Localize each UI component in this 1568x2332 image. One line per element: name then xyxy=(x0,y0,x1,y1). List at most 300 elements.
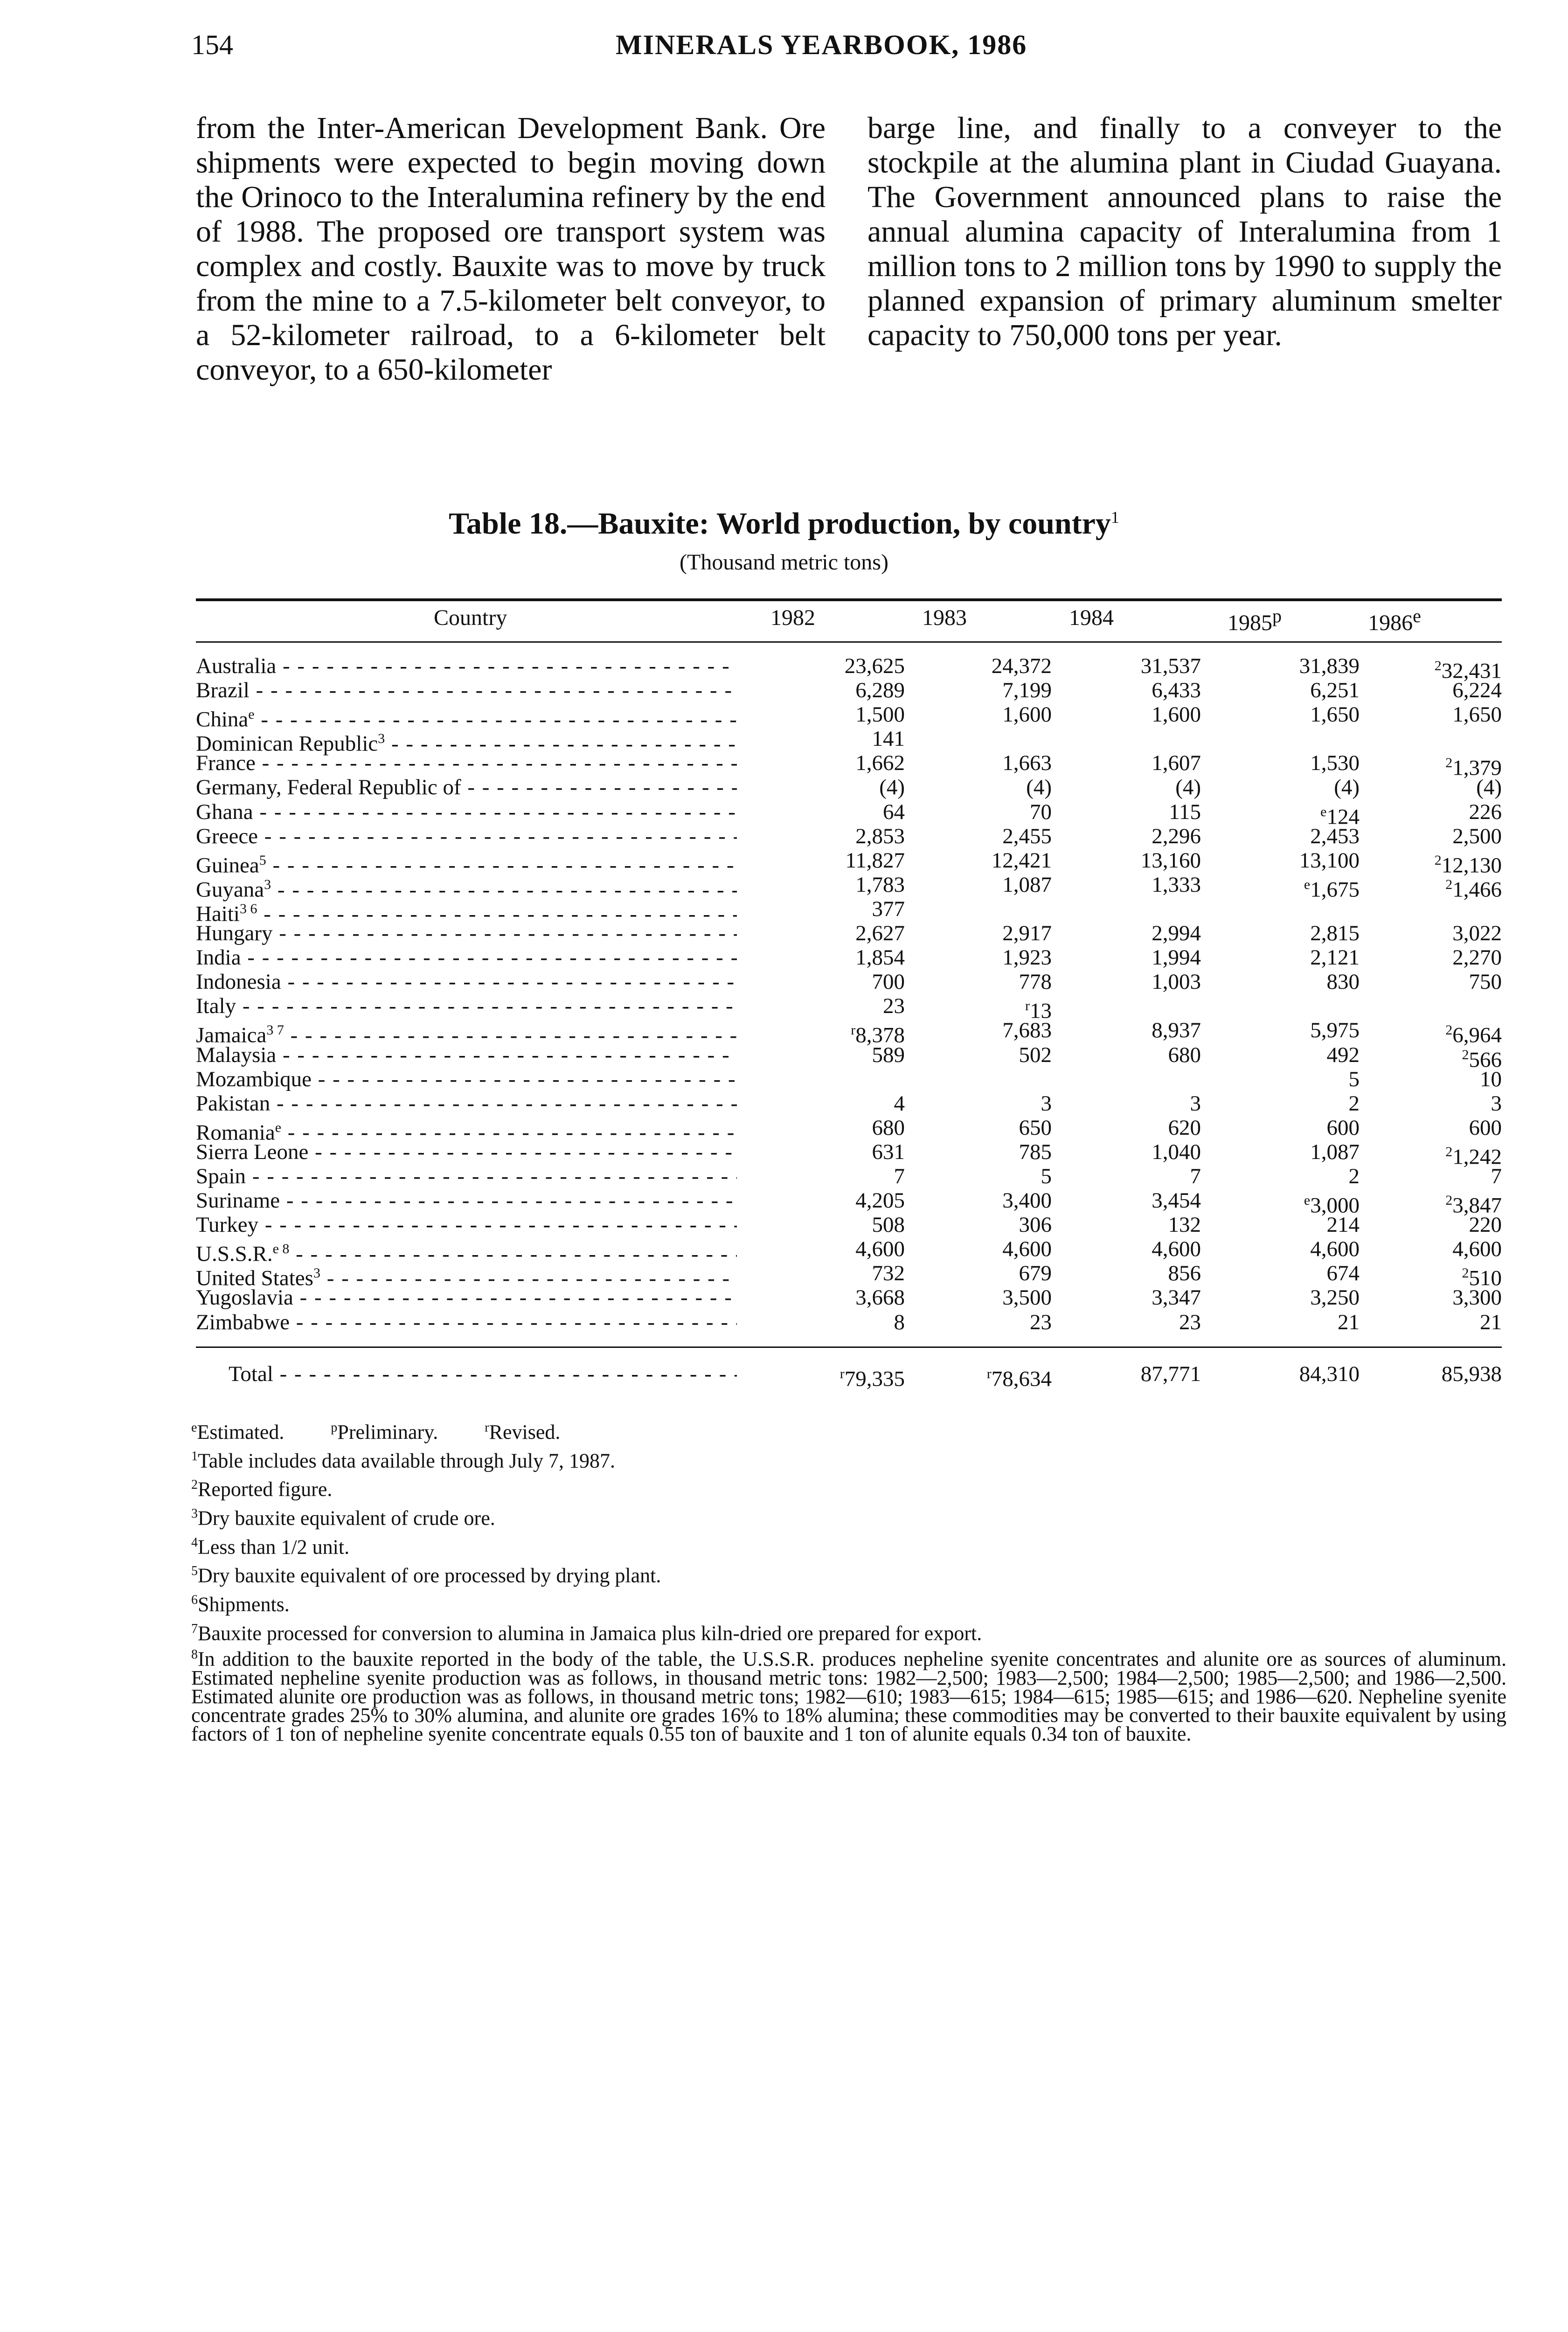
table-cell xyxy=(802,1116,905,1140)
legend-mark: r xyxy=(485,1420,489,1435)
cell-value: 3 xyxy=(1491,1091,1502,1116)
cell-value: 306 xyxy=(1019,1213,1052,1237)
table-cell xyxy=(1399,800,1502,824)
cell-note: r xyxy=(851,1022,856,1038)
country-label: Pakistan xyxy=(196,1091,271,1116)
cell-note: 2 xyxy=(1445,876,1453,892)
footnote xyxy=(191,1502,1506,1531)
table-cell xyxy=(1257,1140,1360,1164)
table-row xyxy=(196,824,1502,848)
table-cell xyxy=(1098,921,1201,945)
country-note: e 8 xyxy=(272,1241,290,1257)
cell-value: 2,296 xyxy=(1152,824,1201,848)
country-name xyxy=(196,1188,737,1213)
country-label: Mozambique xyxy=(196,1067,312,1091)
footnote xyxy=(191,1444,1506,1473)
legend-text: Preliminary. xyxy=(337,1420,438,1444)
cell-value: 3,000 xyxy=(1310,1193,1360,1218)
footnote-mark: 8 xyxy=(191,1647,198,1662)
table-cell xyxy=(802,800,905,824)
cell-value: 3,668 xyxy=(855,1285,905,1310)
table-cell xyxy=(802,994,905,1018)
table-cell xyxy=(1257,1164,1360,1188)
country-label: China xyxy=(196,707,249,732)
legend-mark: e xyxy=(191,1420,197,1435)
country-label: Suriname xyxy=(196,1188,280,1213)
table-cell xyxy=(1098,775,1201,799)
table-cell xyxy=(802,1261,905,1285)
cell-value: 492 xyxy=(1326,1042,1360,1067)
cell-note: 2 xyxy=(1462,1265,1469,1281)
cell-value: 502 xyxy=(1019,1042,1052,1067)
country-label: Hungary xyxy=(196,921,273,946)
cell-value: 141 xyxy=(872,727,905,751)
cell-value: 7 xyxy=(1190,1164,1201,1188)
country-note: e xyxy=(275,1119,282,1135)
table-cell xyxy=(1257,751,1360,775)
cell-value: 2,627 xyxy=(855,921,905,946)
table-cell xyxy=(1098,1043,1201,1067)
table-cell xyxy=(1257,702,1360,727)
cell-value: 1,333 xyxy=(1152,872,1201,897)
cell-value: 8 xyxy=(894,1310,905,1334)
table-row xyxy=(196,896,1502,926)
cell-value: 589 xyxy=(872,1042,905,1067)
cell-value: 3 xyxy=(1190,1091,1201,1116)
table-cell xyxy=(1399,824,1502,848)
cell-value: 1,242 xyxy=(1452,1145,1502,1169)
cell-value: 2,853 xyxy=(855,824,905,848)
cell-value: 7,199 xyxy=(1002,678,1052,703)
cell-value: 2,453 xyxy=(1310,824,1360,848)
country-name xyxy=(196,994,737,1018)
table-row xyxy=(196,994,1502,1023)
table-cell xyxy=(1399,1361,1502,1387)
table-cell xyxy=(1098,1361,1201,1387)
cell-value: 1,663 xyxy=(1002,751,1052,776)
body-text-right: barge line, and finally to a conveyer to the stockpile at the alumina plant in Ciudad Guayana. The Government announced plans to raise the annual alumina capacity of Interalumina from 1 million tons to 2 million tons by 1990 to supply the planned expansion of primary aluminum smelter capacity to 750,000 tons per year. xyxy=(867,111,1502,352)
table-cell xyxy=(802,1310,905,1334)
country-name xyxy=(196,824,737,848)
cell-value: 3,400 xyxy=(1002,1188,1052,1213)
footnote-text: Table includes data available through July 7, 1987. xyxy=(198,1449,616,1472)
table-cell xyxy=(1257,945,1360,970)
table-cell xyxy=(802,873,905,897)
cell-value: 732 xyxy=(872,1261,905,1286)
legend-item xyxy=(191,1421,307,1444)
table-cell xyxy=(1399,945,1502,970)
table-total-rule xyxy=(196,1346,1502,1348)
table-cell xyxy=(1098,654,1201,678)
cell-value: (4) xyxy=(1026,775,1052,800)
table-cell xyxy=(1399,1237,1502,1261)
table-cell xyxy=(802,727,905,751)
country-label: Romania xyxy=(196,1120,275,1145)
table-cell xyxy=(1399,702,1502,727)
cell-value: 750 xyxy=(1469,970,1502,994)
cell-value: (4) xyxy=(1334,775,1360,800)
cell-value: 7,683 xyxy=(1002,1018,1052,1043)
cell-value: 214 xyxy=(1326,1213,1360,1237)
table-cell xyxy=(802,654,905,678)
column-header-1985: 1985$^p$ xyxy=(1228,605,1282,635)
table-row xyxy=(196,1091,1502,1116)
cell-value: 1,854 xyxy=(855,945,905,970)
table-cell xyxy=(1399,1213,1502,1237)
table-cell xyxy=(802,1361,905,1392)
footnote-mark: 5 xyxy=(191,1564,198,1579)
table-total-row xyxy=(196,1361,1502,1389)
table-cell xyxy=(1257,848,1360,873)
table-cell xyxy=(949,1361,1052,1392)
footnote xyxy=(191,1617,1506,1646)
total-text: Total xyxy=(229,1362,273,1386)
table-cell xyxy=(1098,702,1201,727)
country-name xyxy=(196,1285,737,1310)
footnote-mark: 4 xyxy=(191,1535,198,1550)
table-cell xyxy=(1098,1018,1201,1042)
legend-item xyxy=(331,1421,461,1444)
table-cell xyxy=(949,1213,1052,1237)
cell-value: 3,500 xyxy=(1002,1285,1052,1310)
page-number: 154 xyxy=(191,29,233,60)
country-label: Yugoslavia xyxy=(196,1285,293,1310)
table-header-rule xyxy=(196,641,1502,643)
legend-text: Estimated. xyxy=(197,1420,284,1444)
cell-value: 124 xyxy=(1326,805,1360,829)
table-row xyxy=(196,945,1502,970)
table-cell xyxy=(1257,1285,1360,1310)
footnote-text: In addition to the bauxite reported in the body of the table, the U.S.S.R. produces nepheline syenite concentrates and alunite ore as sources of aluminum. Estimated nepheline syenite production was as follows, in thousand metric tons: 1982—2,500; 1983—2,500; 1984—2,500; 1985—2,500; and 1986—2,500. Estimated alunite ore production was as follows, in thousand metric tons; 1982—610; 1983—615; 1984—615; 1985—615; and 1986—620. Nepheline syenite concentrate grades 25% to 30% alumina, and alunite ore grades 16% to 18% alumina; these commodities may be converted to their bauxite equivalent by using factors of 1 ton of nepheline syenite concentrate equals 0.55 ton of bauxite and 1 ton of alunite equals 0.34 ton of bauxite. xyxy=(191,1647,1506,1745)
table-cell xyxy=(1257,824,1360,848)
cell-note: 2 xyxy=(1434,852,1442,868)
table-cell xyxy=(802,1043,905,1067)
legend-mark: p xyxy=(331,1420,338,1435)
cell-value: 631 xyxy=(872,1139,905,1164)
footnote-legend xyxy=(191,1416,1506,1444)
cell-value: 7 xyxy=(1491,1164,1502,1188)
cell-value: 220 xyxy=(1469,1213,1502,1237)
table-row xyxy=(196,1018,1502,1048)
table-cell xyxy=(949,1140,1052,1164)
table-row xyxy=(196,848,1502,878)
table-cell xyxy=(802,1091,905,1116)
country-name xyxy=(196,945,737,970)
table-cell xyxy=(1257,1237,1360,1261)
table-row xyxy=(196,727,1502,756)
table-row xyxy=(196,1261,1502,1291)
table-cell xyxy=(949,654,1052,678)
table-cell xyxy=(802,970,905,994)
cell-note: e xyxy=(1304,1193,1311,1208)
cell-value: 84,310 xyxy=(1299,1362,1360,1386)
footnote-mark: 2 xyxy=(191,1478,198,1492)
country-label: Australia xyxy=(196,654,277,678)
table-cell xyxy=(802,921,905,945)
table-row xyxy=(196,702,1502,732)
table-row xyxy=(196,1042,1502,1072)
cell-value: 32,431 xyxy=(1441,659,1502,683)
table-row xyxy=(196,799,1502,829)
cell-value: 5 xyxy=(1348,1067,1360,1091)
table-cell xyxy=(1098,1188,1201,1213)
cell-value: 785 xyxy=(1019,1139,1052,1164)
table-cell xyxy=(1098,1164,1201,1188)
table-cell xyxy=(1257,1261,1360,1285)
cell-value: 13,160 xyxy=(1140,848,1201,873)
table-cell xyxy=(802,848,905,873)
cell-value: 1,500 xyxy=(855,702,905,727)
cell-value: 2,270 xyxy=(1452,945,1502,970)
table-cell xyxy=(1257,970,1360,994)
legend-item xyxy=(485,1421,583,1444)
table-cell xyxy=(1399,1067,1502,1091)
cell-value: 1,087 xyxy=(1002,872,1052,897)
table-cell xyxy=(1098,1237,1201,1261)
table-row xyxy=(196,1139,1502,1169)
cell-value: 87,771 xyxy=(1140,1362,1201,1386)
cell-value: 6,251 xyxy=(1310,678,1360,703)
country-label: Indonesia xyxy=(196,970,281,994)
country-name xyxy=(196,800,737,824)
cell-value: 13,100 xyxy=(1299,848,1360,873)
cell-value: 600 xyxy=(1469,1115,1502,1140)
cell-note: 2 xyxy=(1445,1193,1453,1208)
table-cell xyxy=(1257,1067,1360,1091)
cell-value: (4) xyxy=(879,775,905,800)
table-title-text: Table 18.—Bauxite: World production, by country xyxy=(449,507,1111,541)
table-cell xyxy=(949,1018,1052,1042)
table-cell xyxy=(1257,654,1360,678)
cell-value: 1,530 xyxy=(1310,751,1360,776)
column-header-1982: 1982 xyxy=(770,605,815,630)
table-cell xyxy=(949,1310,1052,1334)
cell-value: 856 xyxy=(1168,1261,1201,1286)
cell-value: 680 xyxy=(872,1115,905,1140)
cell-value: 1,650 xyxy=(1310,702,1360,727)
cell-value: 1,783 xyxy=(855,872,905,897)
cell-value: 1,675 xyxy=(1310,877,1360,902)
table-cell xyxy=(1257,1018,1360,1042)
table-cell xyxy=(1399,921,1502,945)
cell-value: 1,040 xyxy=(1152,1139,1201,1164)
cell-value: 23 xyxy=(1179,1310,1201,1334)
country-name xyxy=(196,921,737,945)
table-cell xyxy=(1098,945,1201,970)
cell-value: 3,022 xyxy=(1452,921,1502,946)
table-cell xyxy=(949,970,1052,994)
cell-value: 700 xyxy=(872,970,905,994)
cell-value: 31,537 xyxy=(1140,654,1201,678)
total-label xyxy=(229,1361,737,1387)
cell-value: 1,379 xyxy=(1452,756,1502,781)
table-cell xyxy=(802,897,905,921)
table-row xyxy=(196,1213,1502,1237)
cell-value: (4) xyxy=(1175,775,1201,800)
footnote-mark: 3 xyxy=(191,1506,198,1521)
footnote-mark: 7 xyxy=(191,1621,198,1636)
table-cell xyxy=(949,751,1052,775)
table-cell xyxy=(1098,678,1201,702)
table-row xyxy=(196,921,1502,945)
cell-value: 12,130 xyxy=(1441,853,1502,878)
cell-value: 4,600 xyxy=(1452,1237,1502,1262)
table-cell xyxy=(1257,775,1360,799)
table-cell xyxy=(802,1237,905,1261)
country-note: 3 6 xyxy=(239,901,257,916)
footnote-text: Shipments. xyxy=(198,1593,290,1616)
cell-value: 1,607 xyxy=(1152,751,1201,776)
body-text-left: from the Inter-American Development Bank. Ore shipments were expected to begin moving down the Orinoco to the Interalumina refinery by the end of 1988. The proposed ore transport system was complex and costly. Bauxite was to move by truck from the mine to a 7.5-kilometer belt conveyor, to a 52-kilometer railroad, to a 6-kilometer belt conveyor, to a 650-kilometer xyxy=(196,111,826,387)
cell-value: 12,421 xyxy=(991,848,1052,873)
table-cell xyxy=(949,848,1052,873)
table-cell xyxy=(1399,1164,1502,1188)
country-label: Guyana xyxy=(196,877,264,902)
table-body xyxy=(196,654,1502,1334)
table-cell xyxy=(1098,1116,1201,1140)
table-cell xyxy=(949,1116,1052,1140)
cell-value: 4,600 xyxy=(855,1237,905,1262)
table-cell xyxy=(1098,873,1201,897)
table-cell xyxy=(1098,1213,1201,1237)
country-name xyxy=(196,1213,737,1237)
footnote-list xyxy=(191,1444,1506,1743)
cell-value: 24,372 xyxy=(991,654,1052,678)
cell-value: 21 xyxy=(1338,1310,1360,1334)
cell-value: 8,378 xyxy=(855,1023,905,1048)
cell-note: r xyxy=(986,1366,992,1381)
cell-value: 2,500 xyxy=(1452,824,1502,848)
cell-note: r xyxy=(1025,998,1030,1014)
cell-note: 2 xyxy=(1445,1144,1453,1159)
cell-value: 566 xyxy=(1469,1048,1502,1072)
country-name xyxy=(196,678,737,702)
cell-value: 1,600 xyxy=(1002,702,1052,727)
cell-value: 6,289 xyxy=(855,678,905,703)
country-note: 3 7 xyxy=(266,1022,284,1038)
cell-value: 4,205 xyxy=(855,1188,905,1213)
country-label: Turkey xyxy=(196,1213,259,1237)
cell-value: 2 xyxy=(1348,1164,1360,1188)
cell-value: 78,634 xyxy=(991,1367,1052,1391)
cell-note: r xyxy=(840,1366,845,1381)
footnotes xyxy=(191,1416,1506,1743)
table-row xyxy=(196,1310,1502,1334)
table-cell xyxy=(1257,1116,1360,1140)
table-cell xyxy=(949,921,1052,945)
table-subtitle: (Thousand metric tons) xyxy=(680,550,888,575)
cell-value: 1,003 xyxy=(1152,970,1201,994)
table-row xyxy=(196,1188,1502,1218)
cell-value: 13 xyxy=(1030,999,1052,1023)
table-cell xyxy=(802,775,905,799)
table-top-rule xyxy=(196,598,1502,601)
table-cell xyxy=(802,1285,905,1310)
cell-value: 2,815 xyxy=(1310,921,1360,946)
country-label: Greece xyxy=(196,824,258,848)
column-header-1986: 1986e xyxy=(1368,605,1421,635)
country-label: U.S.S.R. xyxy=(196,1242,273,1266)
cell-value: 115 xyxy=(1169,799,1201,824)
cell-value: 4,600 xyxy=(1310,1237,1360,1262)
country-note: 3 xyxy=(313,1265,320,1281)
cell-value: 600 xyxy=(1326,1115,1360,1140)
cell-value: 11,827 xyxy=(845,848,905,873)
table-cell xyxy=(1257,1043,1360,1067)
table-row xyxy=(196,970,1502,994)
footnote xyxy=(191,1588,1506,1617)
cell-value: 79,335 xyxy=(844,1367,905,1391)
table-cell xyxy=(1098,848,1201,873)
table-title-note: 1 xyxy=(1110,508,1119,527)
footnote-text: Less than 1/2 unit. xyxy=(198,1535,350,1559)
table-cell xyxy=(802,678,905,702)
cell-value: 679 xyxy=(1019,1261,1052,1286)
country-note: e xyxy=(248,707,255,722)
cell-value: 21 xyxy=(1480,1310,1502,1334)
cell-value: 1,466 xyxy=(1452,877,1502,902)
table-cell xyxy=(802,1188,905,1213)
table-cell xyxy=(1399,970,1502,994)
table-row xyxy=(196,775,1502,799)
country-label: Guinea xyxy=(196,853,259,878)
country-name xyxy=(196,970,737,994)
country-label: France xyxy=(196,751,256,776)
running-head: MINERALS YEARBOOK, 1986 xyxy=(616,29,1027,60)
column-header-mark: p xyxy=(1272,605,1282,626)
table-row xyxy=(196,1067,1502,1091)
cell-value: 70 xyxy=(1030,799,1052,824)
table-cell xyxy=(1257,1310,1360,1334)
table-cell xyxy=(949,824,1052,848)
footnote xyxy=(191,1645,1506,1743)
table-cell xyxy=(949,1164,1052,1188)
country-label: Dominican Republic xyxy=(196,731,378,756)
country-label: United States xyxy=(196,1266,313,1291)
table-cell xyxy=(1257,921,1360,945)
table-cell xyxy=(1399,1310,1502,1334)
cell-note: 2 xyxy=(1445,755,1453,771)
country-label: Spain xyxy=(196,1164,246,1188)
table-cell xyxy=(1098,1091,1201,1116)
footnote-text: Reported figure. xyxy=(198,1478,333,1501)
table-cell xyxy=(1399,775,1502,799)
cell-note: 2 xyxy=(1462,1047,1469,1062)
country-label: Haiti xyxy=(196,902,240,926)
table-cell xyxy=(949,678,1052,702)
cell-value: 85,938 xyxy=(1441,1362,1502,1386)
cell-value: 3,847 xyxy=(1452,1193,1502,1218)
cell-value: 377 xyxy=(872,896,905,921)
cell-value: 674 xyxy=(1326,1261,1360,1286)
country-note: 5 xyxy=(259,852,266,868)
table-cell xyxy=(1257,678,1360,702)
country-name xyxy=(196,1091,737,1116)
cell-value: 3,454 xyxy=(1152,1188,1201,1213)
table-cell xyxy=(949,945,1052,970)
cell-value: 1,994 xyxy=(1152,945,1201,970)
country-label: Ghana xyxy=(196,799,253,824)
cell-value: 1,923 xyxy=(1002,945,1052,970)
cell-note: 2 xyxy=(1434,658,1442,673)
cell-value: 2 xyxy=(1348,1091,1360,1116)
cell-value: 510 xyxy=(1469,1266,1502,1291)
cell-value: 1,662 xyxy=(855,751,905,776)
table-cell xyxy=(949,1237,1052,1261)
cell-value: 23 xyxy=(1030,1310,1052,1334)
cell-value: 226 xyxy=(1469,799,1502,824)
table-cell xyxy=(949,1091,1052,1116)
